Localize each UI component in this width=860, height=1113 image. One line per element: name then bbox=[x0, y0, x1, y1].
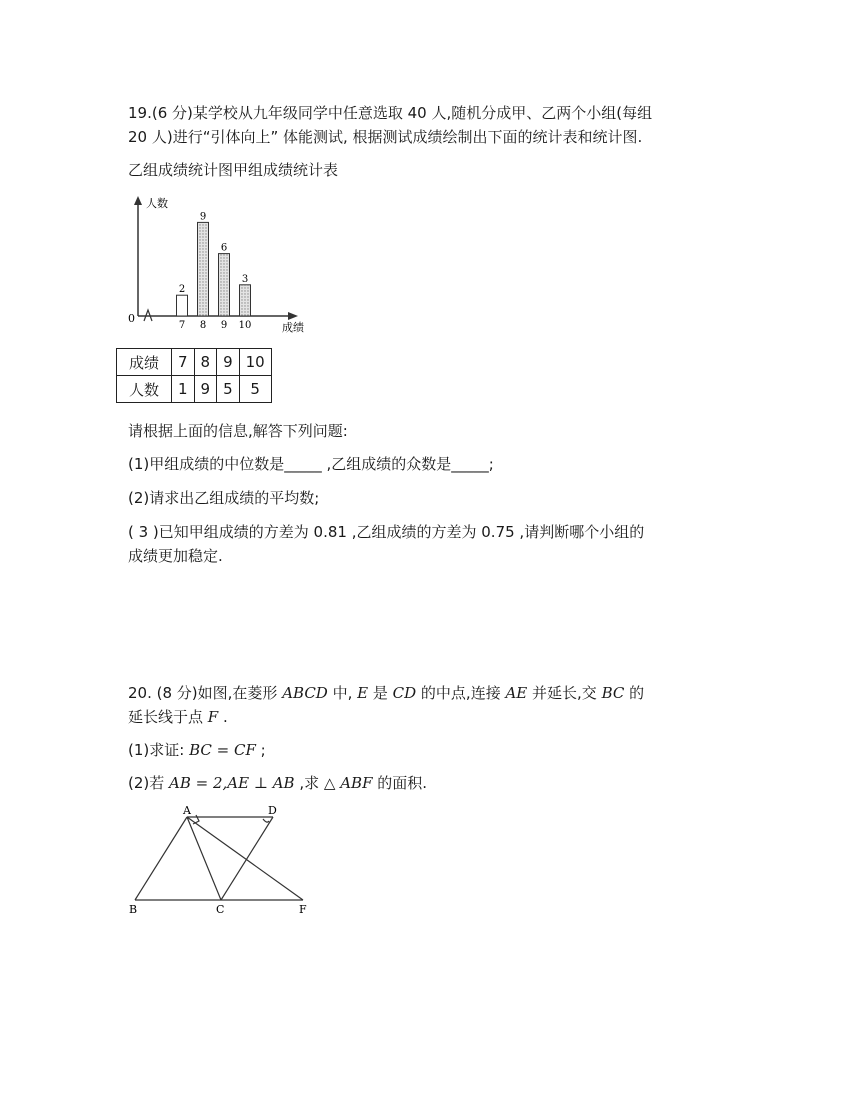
bars-group bbox=[177, 211, 252, 331]
q20-text: 中, bbox=[327, 684, 358, 702]
q20-text: (2)若 bbox=[128, 774, 170, 792]
table-row bbox=[117, 349, 272, 376]
q20-text: 是 bbox=[368, 684, 393, 702]
bar-8 bbox=[198, 222, 209, 316]
table-cell: 1 bbox=[172, 376, 195, 403]
math-expression: BC = CF bbox=[189, 741, 256, 759]
label-f: F bbox=[299, 903, 307, 916]
q20-text: 并延长,交 bbox=[527, 684, 602, 702]
q20-text: 延长线于点 bbox=[128, 708, 208, 726]
q20-text: 的面积. bbox=[372, 774, 428, 792]
table-cell: 9 bbox=[217, 349, 240, 376]
q20-text: 20. (8 分)如图,在菱形 bbox=[128, 684, 283, 702]
table-cell: 人数 bbox=[117, 376, 172, 403]
bar-value-label: 6 bbox=[220, 242, 228, 254]
x-tick-label: 8 bbox=[199, 320, 207, 331]
bar-7 bbox=[177, 295, 188, 316]
label-c: C bbox=[216, 903, 225, 916]
bar-value-label: 3 bbox=[241, 273, 249, 285]
bar-chart bbox=[118, 188, 318, 338]
x-axis-label: 成绩 bbox=[282, 321, 304, 334]
table-cell: 10 bbox=[239, 349, 271, 376]
q20-text: ; bbox=[255, 741, 266, 759]
bar-10 bbox=[240, 285, 251, 316]
table-cell: 9 bbox=[194, 376, 217, 403]
q19-prompt: 请根据上面的信息,解答下列问题: bbox=[128, 422, 348, 440]
q19-caption: 乙组成绩统计图甲组成绩统计表 bbox=[128, 161, 339, 179]
math-expression: F bbox=[207, 708, 219, 726]
label-b: B bbox=[129, 903, 138, 916]
table-row bbox=[117, 376, 272, 403]
math-expression: AE bbox=[505, 684, 528, 702]
math-expression: CD bbox=[392, 684, 417, 702]
x-tick-label: 10 bbox=[238, 320, 252, 331]
q20-line-1 bbox=[128, 683, 644, 703]
table-cell: 5 bbox=[239, 376, 271, 403]
q20-text: 的中点,连接 bbox=[416, 684, 506, 702]
table-cell: 7 bbox=[172, 349, 195, 376]
x-tick-label: 7 bbox=[178, 320, 186, 331]
math-expression: AB = 2,AE ⊥ AB bbox=[169, 774, 295, 792]
table-cell: 成绩 bbox=[117, 349, 172, 376]
bar-9 bbox=[219, 254, 230, 316]
q19-line-1: 19.(6 分)某学校从九年级同学中任意选取 40 人,随机分成甲、乙两个小组(每组 bbox=[128, 104, 653, 122]
q20-text: (1)求证: bbox=[128, 741, 190, 759]
q20-text: 的 bbox=[624, 684, 645, 702]
math-expression: △ ABF bbox=[323, 774, 373, 792]
score-table bbox=[116, 348, 272, 403]
q19-line-2: 20 人)进行“引体向上” 体能测试, 根据测试成绩绘制出下面的统计表和统计图. bbox=[128, 128, 643, 146]
table-cell: 5 bbox=[217, 376, 240, 403]
q20-text: ,求 bbox=[294, 774, 324, 792]
x-axis-arrow bbox=[288, 312, 298, 320]
bar-value-label: 2 bbox=[178, 284, 186, 296]
q19-sub-1: (1)甲组成绩的中位数是_____ ,乙组成绩的众数是_____; bbox=[128, 455, 494, 473]
rhombus-diagram bbox=[125, 805, 315, 920]
table-cell: 8 bbox=[194, 349, 217, 376]
y-axis-label: 人数 bbox=[146, 197, 168, 210]
label-a: A bbox=[183, 805, 191, 817]
y-axis-arrow bbox=[134, 196, 142, 205]
segment-ab bbox=[135, 817, 187, 900]
math-expression: ABCD bbox=[282, 684, 328, 702]
origin-label: 0 bbox=[128, 312, 135, 325]
q19-sub-3-line-2: 成绩更加稳定. bbox=[128, 547, 223, 565]
angle-mark bbox=[263, 819, 269, 822]
q19-sub-2: (2)请求出乙组成绩的平均数; bbox=[128, 489, 320, 507]
label-d: D bbox=[268, 805, 277, 817]
q20-sub-2 bbox=[128, 773, 427, 793]
q19-sub-3-line-1: ( 3 )已知甲组成绩的方差为 0.81 ,乙组成绩的方差为 0.75 ,请判断哪个小组的 bbox=[128, 523, 645, 541]
q20-sub-1 bbox=[128, 740, 266, 760]
math-expression: E bbox=[357, 684, 369, 702]
q20-line-2 bbox=[128, 707, 228, 727]
x-tick-label: 9 bbox=[220, 320, 228, 331]
bar-value-label: 9 bbox=[199, 211, 207, 223]
q20-text: . bbox=[218, 708, 228, 726]
segment-dc bbox=[221, 817, 273, 900]
math-expression: BC bbox=[601, 684, 625, 702]
